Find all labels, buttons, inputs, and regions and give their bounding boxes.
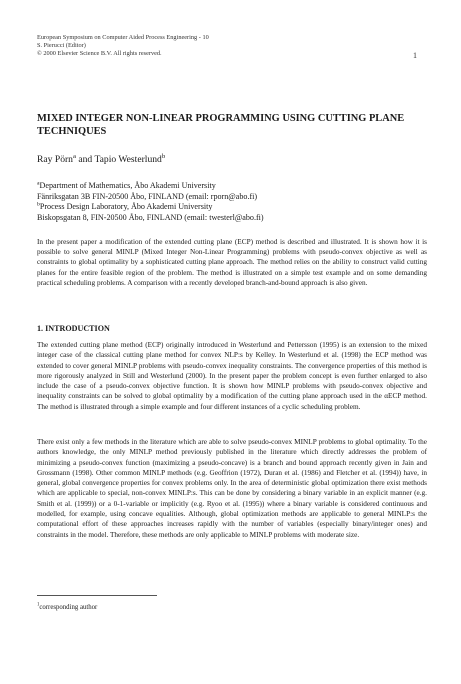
author-name: Ray Pörn bbox=[37, 154, 73, 165]
footnote-divider bbox=[37, 595, 157, 596]
affiliation-line bbox=[37, 181, 427, 192]
body-paragraph: There exist only a few methods in the literature which are able to solve pseudo-convex MINLP problems to global optimality. To the authors knowledge, the only MINLP method previously published in the literature which directly addresses the problem of minimizing a pseudo-convex function (maximizing a pseudo-concave) is a branch and bound approach recently given in Jain and Grossmann (1998). Other common MINLP methods (e.g. Geoffrion (1972), Duran et al. (1986) and Fletcher et al. (1994)) have, in general, global convergence properties for convex problems only. In the area of deterministic global optimization there exist methods which are applicable to special, non-convex MINLP:s. This can be done by considering a binary variable in an explicit manner (e.g. Smith et al. (1999)) or a 0-1-variable or implicitly (e.g. Ryoo et al. (1995)) where a binary variable is considered continuous and modelled, for example, using concave equalities. Although, global optimization methods are applicable to general MINLP:s the computational effort of these approaches increases rapidly with the number of variables (especially binary/integer ones) and constraints in the model. Therefore, these methods are only applicable to MINLP problems with moderate size. bbox=[37, 438, 427, 539]
author-separator: and bbox=[75, 154, 95, 165]
footnote bbox=[37, 604, 97, 611]
header-line: European Symposium on Computer Aided Process Engineering - 10 bbox=[37, 34, 209, 41]
affiliation-text: Fänriksgatan 3B FIN-20500 Åbo, FINLAND (email: rporn@abo.fi) bbox=[37, 191, 258, 201]
author-line bbox=[37, 154, 165, 165]
page-number: 1 bbox=[413, 51, 417, 60]
footnote-superscript: 1 bbox=[37, 602, 40, 608]
author-superscript: b bbox=[161, 152, 166, 160]
paper-title: MIXED INTEGER NON-LINEAR PROGRAMMING USING CUTTING PLANE TECHNIQUES bbox=[37, 113, 405, 137]
affiliations bbox=[37, 181, 427, 223]
affiliation-superscript: b bbox=[37, 201, 40, 208]
author-name: Tapio Westerlund bbox=[94, 154, 162, 165]
affiliation-superscript: a bbox=[37, 180, 40, 187]
affiliation-line bbox=[37, 192, 427, 203]
footnote-text: corresponding author bbox=[39, 604, 98, 611]
affiliation-line bbox=[37, 202, 427, 213]
author-superscript: a bbox=[72, 152, 76, 160]
section-heading: 1. INTRODUCTION bbox=[37, 324, 110, 333]
header-line: S. Pierucci (Editor) bbox=[37, 42, 86, 49]
body-paragraph: The extended cutting plane method (ECP) originally introduced in Westerlund and Pettersson (1995) is an extension to the mixed integer case of the classical cutting plane method for convex NLP:s by Kelley. In Westerlund et al. (1998) the ECP method was extended to cover general MINLP problems with pseudo-convex inequality constraints. The convergence properties of this method is more rigorously analyzed in Still and Westerlund (2000). In the present paper the problem concept is even further enlarged to also include the case of a pseudo-convex objective function. It is shown how MINLP problems with pseudo-convex objective and inequality constraints can be solved to global optimality by a modification of the cutting plane approach used in the αECP method. The method is illustrated through a simple example and four different instances of a cyclic scheduling problem. bbox=[37, 341, 427, 411]
running-header bbox=[37, 34, 427, 58]
affiliation-text: Biskopsgatan 8, FIN-20500 Åbo, FINLAND (email: twesterl@abo.fi) bbox=[37, 212, 264, 222]
affiliation-text: Department of Mathematics, Åbo Akademi University bbox=[39, 181, 216, 190]
affiliation-text: Process Design Laboratory, Åbo Akademi University bbox=[39, 202, 213, 212]
affiliation-line bbox=[37, 213, 427, 224]
header-line: © 2000 Elsevier Science B.V. All rights reserved. bbox=[37, 50, 162, 57]
abstract-paragraph: In the present paper a modification of the extended cutting plane (ECP) method is described and illustrated. It is shown how it is possible to solve general MINLP (Mixed Integer Non-Linear Programming) problems with pseudo-convex objective as well as constraints to global optimality by a sophisticated cutting plane approach. The method relies on the ability to construct valid cutting planes for the entire feasible region of the problem. The method is illustrated on a simple test example and on some demanding practical scheduling problems. A comparison with a recently developed branch-and-bound approach is also given. bbox=[37, 238, 427, 287]
